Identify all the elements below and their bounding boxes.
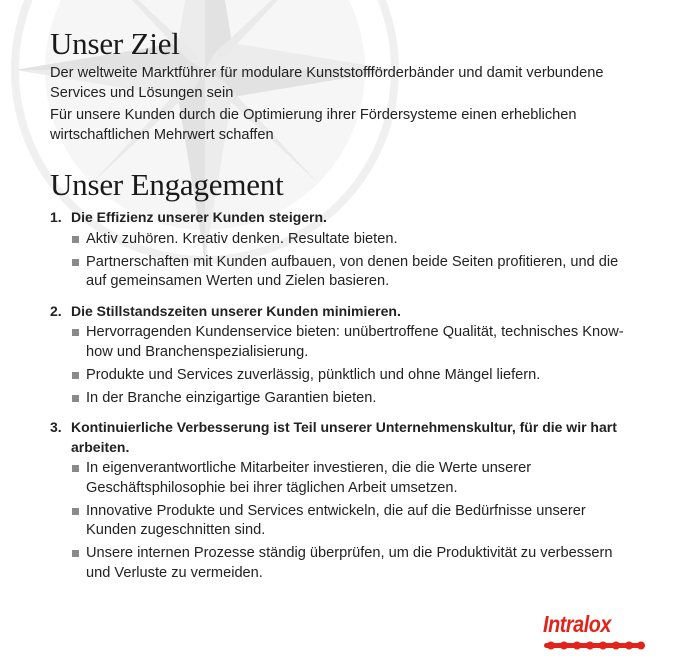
engagement-list (50, 208, 640, 583)
bullet-text: Partnerschaften mit Kunden aufbauen, von denen beide Seiten profitieren, und die auf gemeinsamen Werten und Zielen basieren. (86, 253, 619, 289)
engagement-point (50, 418, 640, 583)
square-bullet-icon (72, 508, 79, 515)
bullet-item (71, 323, 640, 362)
square-bullet-icon (72, 259, 79, 266)
point-number: 1. (50, 209, 62, 225)
engagement-point (50, 208, 640, 292)
bullet-item (71, 366, 640, 386)
bullet-list (71, 230, 640, 292)
bullet-item (71, 230, 640, 250)
point-number: 3. (50, 419, 62, 435)
square-bullet-icon (72, 236, 79, 243)
goal-paragraph: Der weltweite Marktführer für modulare Kunststoffförderbänder und damit verbundene Services und Lösungen sein (50, 65, 604, 101)
square-bullet-icon (72, 372, 79, 379)
bullet-item (71, 253, 640, 292)
engagement-point (50, 302, 640, 409)
bullet-text: Aktiv zuhören. Kreativ denken. Resultate bieten. (86, 230, 398, 247)
logo-text: Intralox (543, 611, 612, 637)
bullet-item (71, 389, 640, 409)
square-bullet-icon (72, 465, 79, 472)
point-number: 2. (50, 302, 62, 319)
square-bullet-icon (72, 395, 79, 402)
square-bullet-icon (72, 550, 79, 557)
goal-paragraph: Für unsere Kunden durch die Optimierung ihrer Fördersysteme einen erheblichen wirtschaftlichen Mehrwert schaffen (50, 107, 577, 143)
engagement-heading: Unser Engagement (50, 167, 284, 202)
engagement-section (50, 165, 640, 583)
bullet-text: Unsere internen Prozesse ständig überprüfen, um die Produktivität zu verbessern und Verluste zu vermeiden. (86, 545, 613, 581)
goal-heading: Unser Ziel (50, 26, 180, 61)
bullet-text: Innovative Produkte und Services entwickeln, die auf die Bedürfnisse unserer Kunden zugeschnitten sind. (86, 502, 586, 538)
bullet-list (71, 459, 640, 583)
point-title: Die Effizienz unserer Kunden steigern. (71, 209, 327, 225)
bullet-text: Hervorragenden Kundenservice bieten: unübertroffene Qualität, technisches Know-how und Branchenspezialisierung. (86, 324, 624, 360)
bullet-text: In eigenverantwortliche Mitarbeiter investieren, die die Werte unserer Geschäftsphilosophie bei ihrer täglichen Arbeit umsetzen. (86, 460, 532, 496)
intralox-logo (543, 610, 647, 654)
bullet-item (71, 544, 640, 583)
conveyor-chain-icon (543, 640, 647, 652)
goal-section (50, 24, 640, 145)
point-title: Kontinuierliche Verbesserung ist Teil unserer Unternehmenskultur, für die wir hart arbeiten. (71, 419, 617, 455)
bullet-item (71, 502, 640, 541)
point-title: Die Stillstandszeiten unserer Kunden minimieren. (71, 302, 401, 319)
bullet-text: Produkte und Services zuverlässig, pünktlich und ohne Mängel liefern. (86, 366, 541, 383)
bullet-text: In der Branche einzigartige Garantien bieten. (86, 389, 377, 406)
document-body (50, 24, 640, 593)
square-bullet-icon (72, 329, 79, 336)
bullet-list (71, 323, 640, 408)
bullet-item (71, 459, 640, 498)
